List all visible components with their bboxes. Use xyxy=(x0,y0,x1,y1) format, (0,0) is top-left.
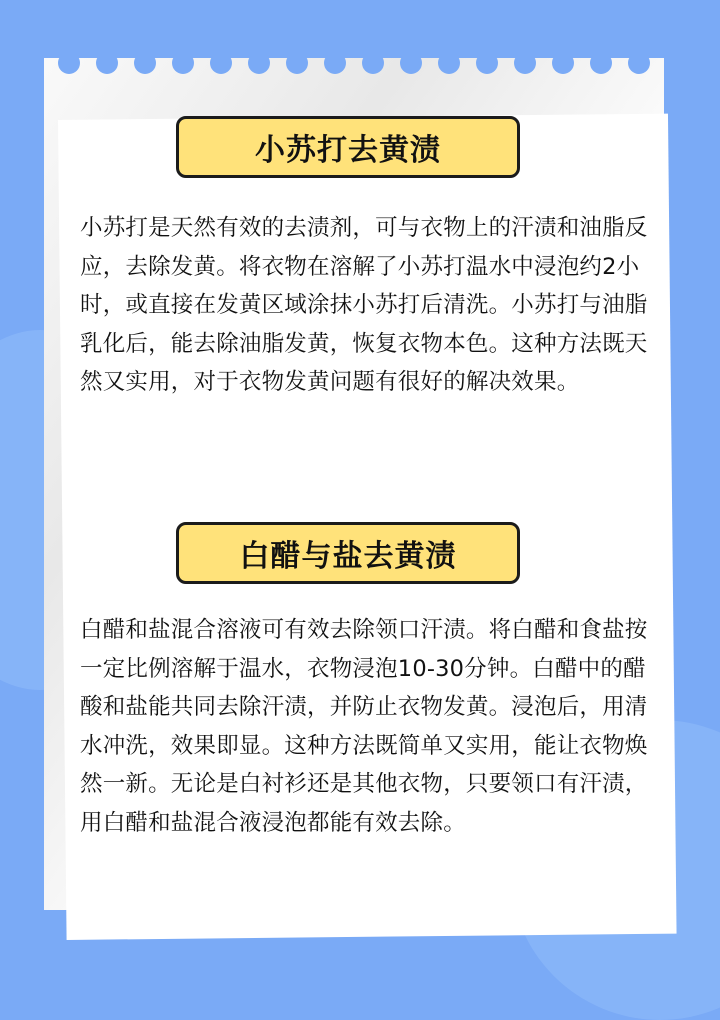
punch-hole xyxy=(590,52,612,74)
punch-hole xyxy=(58,52,80,74)
punch-hole xyxy=(210,52,232,74)
section-heading-vinegar-salt: 白醋与盐去黄渍 xyxy=(176,522,520,584)
punch-hole xyxy=(172,52,194,74)
punch-hole xyxy=(628,52,650,74)
punch-hole xyxy=(400,52,422,74)
section-body-baking-soda: 小苏打是天然有效的去渍剂，可与衣物上的汗渍和油脂反应，去除发黄。将衣物在溶解了小苏打温水中浸泡约2小时，或直接在发黄区域涂抹小苏打后清洗。小苏打与油脂乳化后，能去除油脂发黄，恢复衣物本色。这种方法既天然又实用，对于衣物发黄问题有很好的解决效果。 xyxy=(80,215,648,395)
punch-hole xyxy=(362,52,384,74)
section-heading-baking-soda: 小苏打去黄渍 xyxy=(176,116,520,178)
punch-hole xyxy=(248,52,270,74)
notepaper-holes xyxy=(44,52,664,80)
punch-hole xyxy=(552,52,574,74)
punch-hole xyxy=(324,52,346,74)
section-body-vinegar-salt: 白醋和盐混合溶液可有效去除领口汗渍。将白醋和食盐按一定比例溶解于温水，衣物浸泡10-30分钟。白醋中的醋酸和盐能共同去除汗渍，并防止衣物发黄。浸泡后，用清水冲洗，效果即显。这种方法既简单又实用，能让衣物焕然一新。无论是白衬衫还是其他衣物，只要领口有汗渍，用白醋和盐混合液浸泡都能有效去除。 xyxy=(80,617,648,836)
punch-hole xyxy=(476,52,498,74)
punch-hole xyxy=(438,52,460,74)
punch-hole xyxy=(286,52,308,74)
punch-hole xyxy=(514,52,536,74)
punch-hole xyxy=(96,52,118,74)
punch-hole xyxy=(134,52,156,74)
